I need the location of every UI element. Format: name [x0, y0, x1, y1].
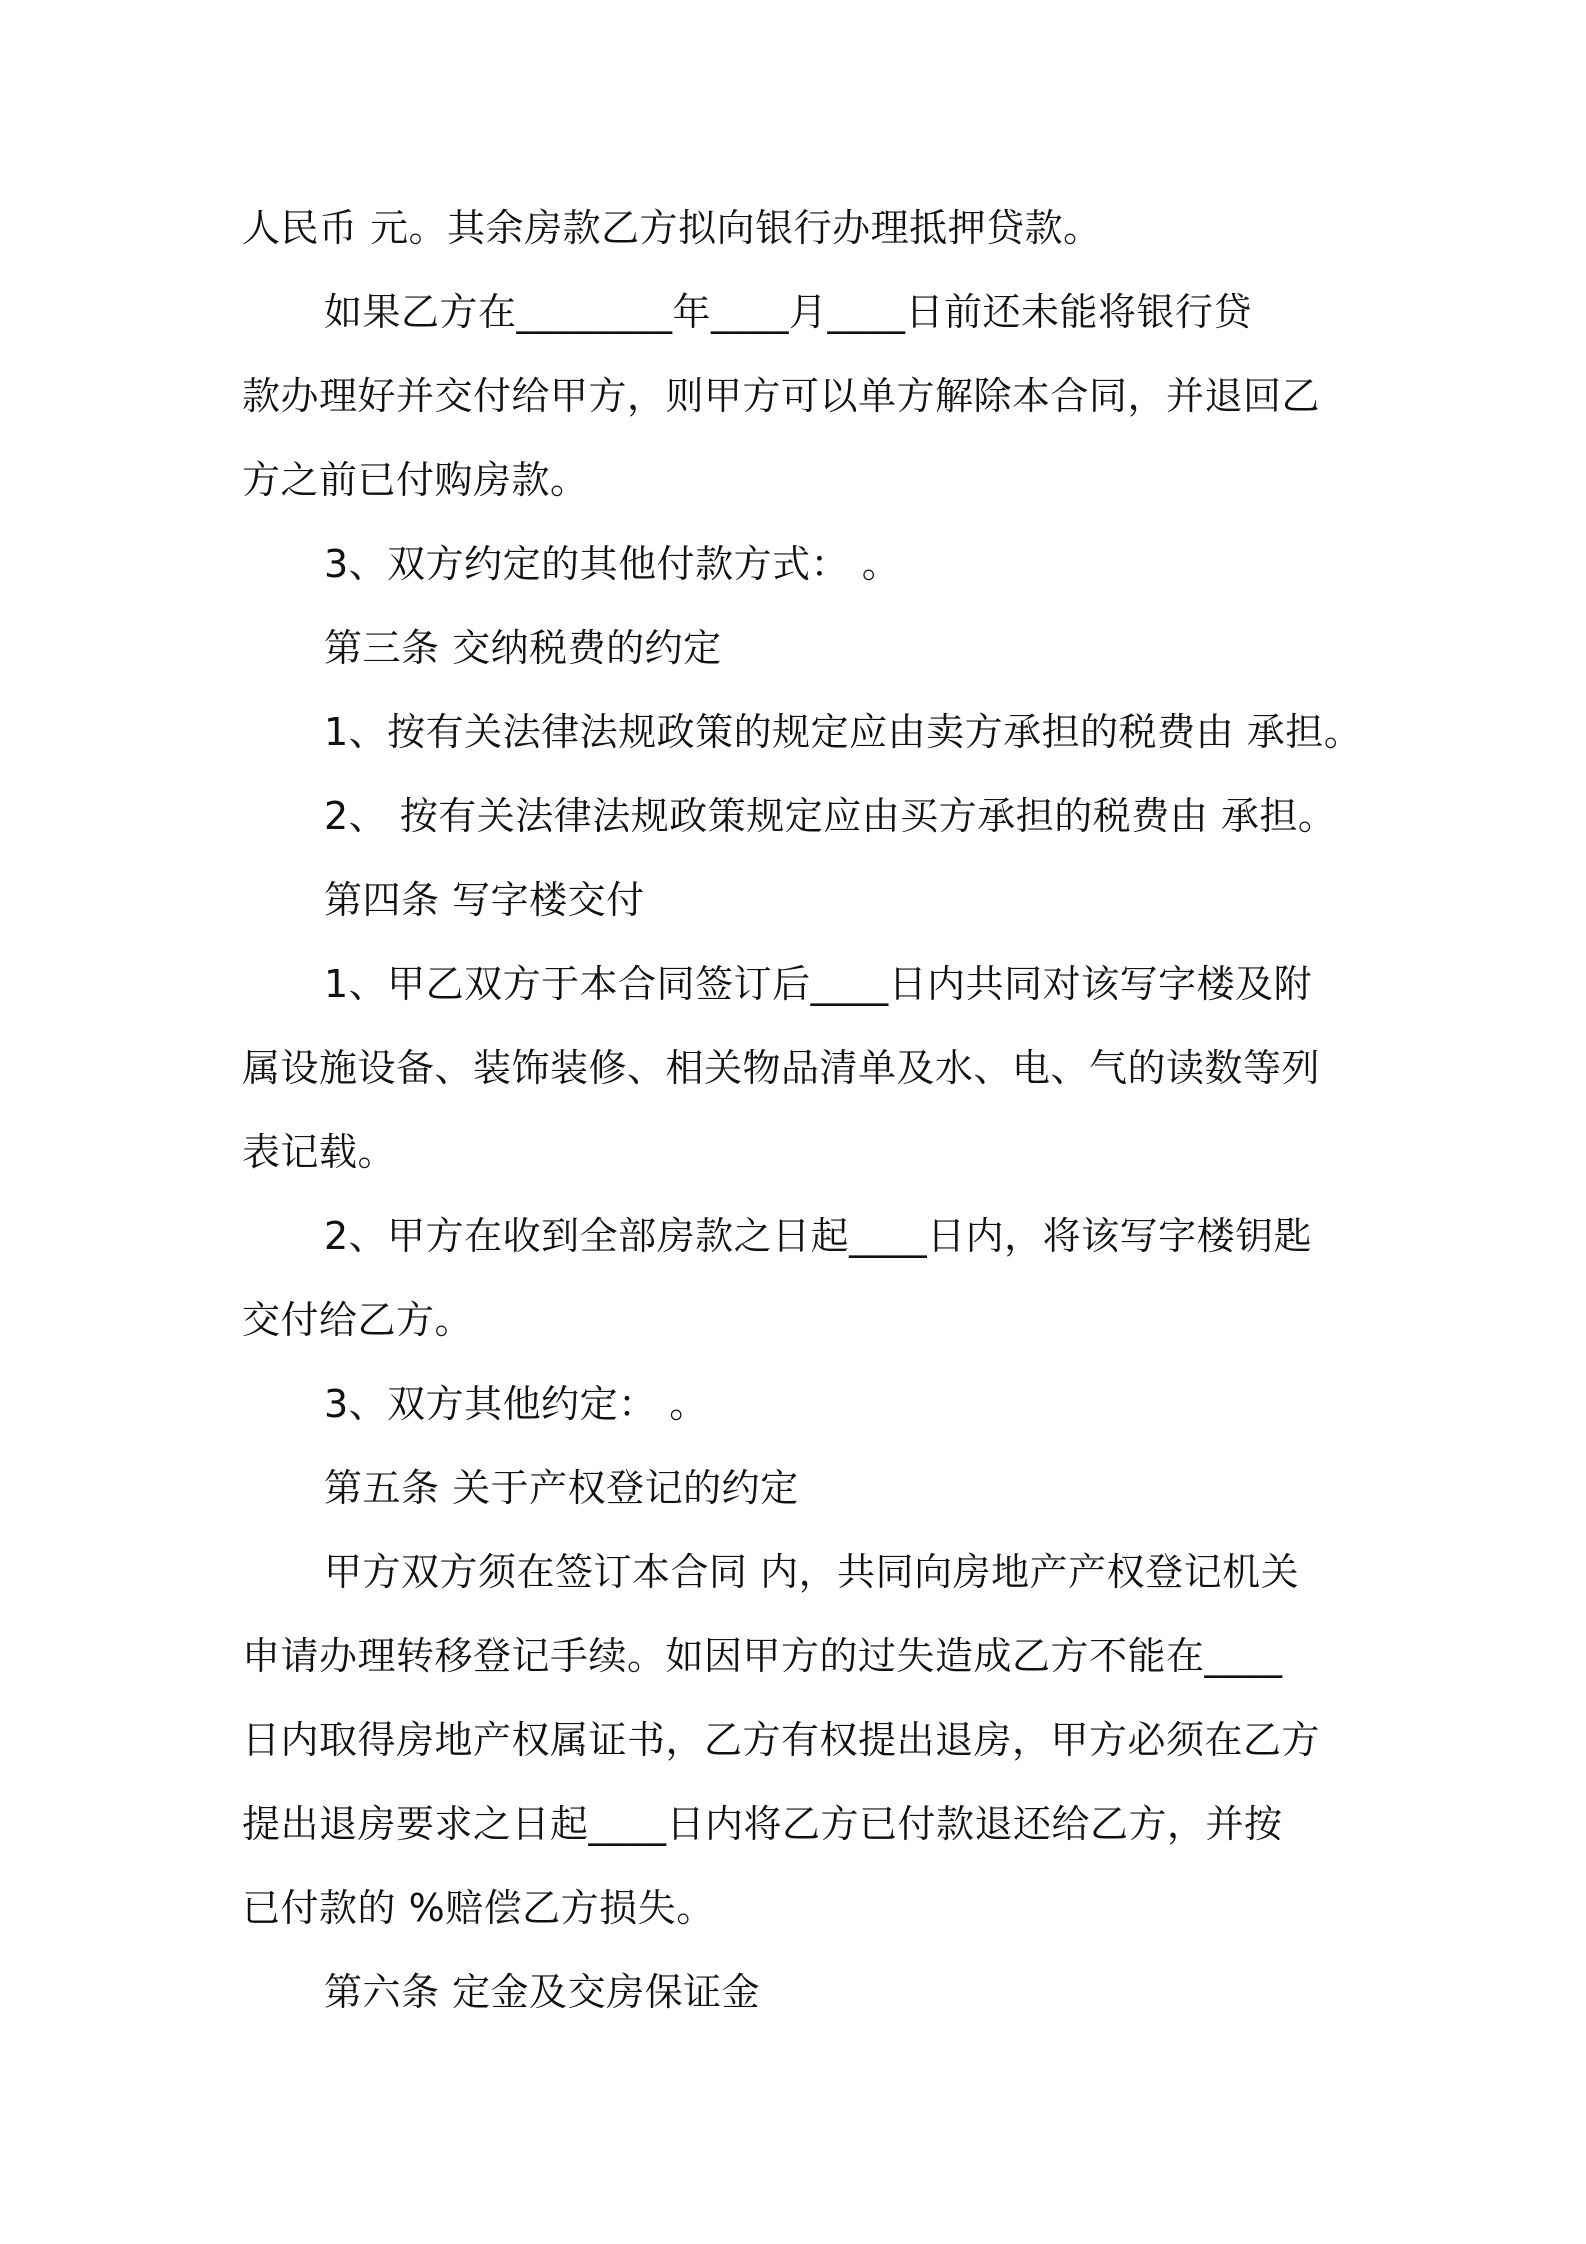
text-line: 已付款的 %赔偿乙方损失。 [242, 1886, 715, 1930]
section-heading: 第三条 交纳税费的约定 [324, 626, 722, 670]
text-line: 2、 按有关法律法规政策规定应由买方承担的税费由 承担。 [324, 794, 1337, 838]
text-line: 提出退房要求之日起____日内将乙方已付款退还给乙方，并按 [242, 1802, 1283, 1846]
text-line: 交付给乙方。 [242, 1298, 474, 1342]
text-line: 3、双方其他约定： 。 [324, 1382, 708, 1426]
text-line: 人民币 元。其余房款乙方拟向银行办理抵押贷款。 [242, 206, 1102, 250]
section-heading: 第六条 定金及交房保证金 [324, 1970, 761, 2014]
text-line: 申请办理转移登记手续。如因甲方的过失造成乙方不能在____ [242, 1634, 1283, 1678]
text-line: 表记载。 [242, 1130, 397, 1174]
section-heading: 第五条 关于产权登记的约定 [324, 1466, 799, 1510]
text-line: 款办理好并交付给甲方，则甲方可以单方解除本合同，并退回乙 [242, 374, 1321, 418]
text-line: 属设施设备、装饰装修、相关物品清单及水、电、气的读数等列 [242, 1046, 1321, 1090]
text-line: 如果乙方在________年____月____日前还未能将银行贷 [324, 290, 1253, 334]
text-line: 3、双方约定的其他付款方式： 。 [324, 542, 901, 586]
text-line: 1、甲乙双方于本合同签订后____日内共同对该写字楼及附 [324, 962, 1313, 1006]
text-line: 日内取得房地产权属证书，乙方有权提出退房，甲方必须在乙方 [242, 1718, 1321, 1762]
text-line: 1、按有关法律法规政策的规定应由卖方承担的税费由 承担。 [324, 710, 1363, 754]
text-line: 2、甲方在收到全部房款之日起____日内，将该写字楼钥匙 [324, 1214, 1313, 1258]
section-heading: 第四条 写字楼交付 [324, 878, 645, 922]
text-line: 方之前已付购房款。 [242, 458, 589, 502]
text-line: 甲方双方须在签订本合同 内，共同向房地产产权登记机关 [324, 1550, 1300, 1594]
